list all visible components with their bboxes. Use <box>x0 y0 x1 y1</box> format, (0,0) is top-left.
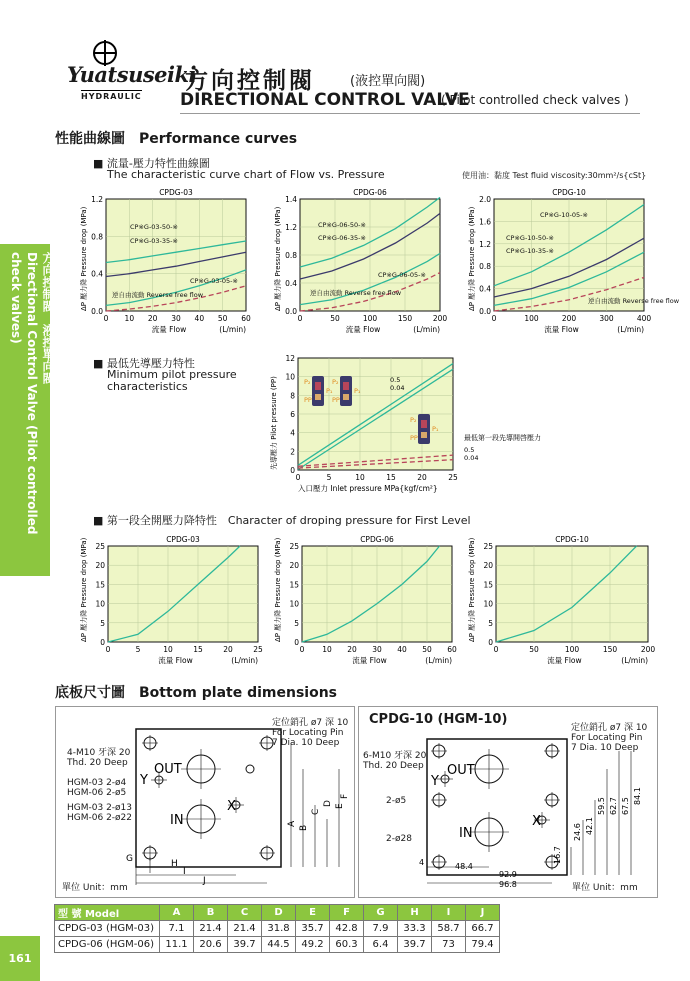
x-axis-unit: (L/min) <box>219 325 246 334</box>
svg-text:IN: IN <box>170 813 184 828</box>
y-tick-label: 20 <box>95 561 105 571</box>
perf-sub2-en2: characteristics <box>107 380 188 393</box>
chart-title: CPDG-03 <box>159 188 193 197</box>
x-axis-label: 流量 Flow <box>158 656 193 665</box>
x-axis-unit: (L/min) <box>617 325 644 334</box>
y-axis-label: ΔP 壓力降 Pressure drop (MPa) <box>274 206 282 311</box>
table-cell: 44.5 <box>262 937 296 953</box>
table-header-6: F <box>330 905 364 921</box>
series-label: CP※G-10-05-※ <box>540 211 588 219</box>
x-axis-unit: (L/min) <box>231 656 258 665</box>
x-axis-unit: (L/min) <box>621 656 648 665</box>
y-tick-label: 0.4 <box>285 279 297 288</box>
table-cell: 66.7 <box>466 921 500 937</box>
svg-text:48.4: 48.4 <box>455 862 473 871</box>
x-tick-label: 10 <box>355 473 365 482</box>
x-tick-label: 50 <box>422 645 432 654</box>
x-axis-label: 流量 Flow <box>547 656 582 665</box>
table-cell: CPDG-03 (HGM-03) <box>55 921 160 937</box>
y-tick-label: 5 <box>294 618 299 628</box>
y-tick-label: 1.4 <box>285 195 297 204</box>
valve-port-icon <box>315 394 321 400</box>
series-label: CP※G-10-35-※ <box>506 247 554 255</box>
svg-text:IN: IN <box>459 826 473 841</box>
y-tick-label: 10 <box>483 599 493 609</box>
x-tick-label: 5 <box>135 645 141 654</box>
svg-text:Y: Y <box>431 774 439 789</box>
y-tick-label: 0.4 <box>91 269 103 279</box>
side-tab-zh: 方向控制閥 液控單向閥 <box>41 252 55 384</box>
y-tick-label: 15 <box>483 580 493 590</box>
valve-symbol-icon <box>312 376 324 406</box>
port-label: P₂ <box>410 416 417 424</box>
page-title-en-sub: ( Pilot controlled check valves ) <box>441 93 629 107</box>
table-cell: CPDG-06 (HGM-06) <box>55 937 160 953</box>
svg-text:X: X <box>532 814 541 829</box>
x-tick-label: 0 <box>493 645 499 654</box>
table-cell: 39.7 <box>228 937 262 953</box>
valve-port-icon <box>343 394 349 400</box>
table-cell: 42.8 <box>330 921 364 937</box>
table-header-8: H <box>398 905 432 921</box>
svg-text:62.7: 62.7 <box>609 797 618 815</box>
left-pin-note: 定位銷孔 ø7 深 10 For Locating Pin 7 Dia. 10 Deep <box>272 718 349 748</box>
y-tick-label: 10 <box>95 599 105 609</box>
x-tick-label: 20 <box>147 314 158 323</box>
table-header-9: I <box>432 905 466 921</box>
perf-sub2-zh: ■ 最低先導壓力特性 <box>93 357 195 370</box>
perf-sub3: ■ 第一段全開壓力降特性 Character of droping pressure for First Level <box>93 514 471 527</box>
x-tick-label: 60 <box>241 314 251 323</box>
x-axis-unit: (L/min) <box>425 656 452 665</box>
table-cell: 35.7 <box>296 921 330 937</box>
port-label: P₂ <box>304 378 311 386</box>
x-axis-label: 流量 Flow <box>544 325 579 334</box>
table-header-5: E <box>296 905 330 921</box>
valve-port-icon <box>421 432 427 438</box>
y-tick-label: 1.2 <box>285 223 297 232</box>
svg-text:I: I <box>183 867 186 877</box>
series-label: 0.5 <box>390 376 401 384</box>
series-label: 逆自由流動 Reverse free flow <box>310 289 402 297</box>
y-axis-label: ΔP 壓力降 Pressure drop (MPa) <box>468 537 476 642</box>
port-label: PP <box>304 396 312 404</box>
svg-text:H: H <box>171 859 178 869</box>
y-tick-label: 15 <box>95 580 105 590</box>
x-tick-label: 5 <box>326 473 332 482</box>
left-unit: 單位 Unit：mm <box>62 883 128 893</box>
series-label: CP※G-10-50-※ <box>506 234 554 242</box>
y-tick-label: 10 <box>289 599 299 609</box>
x-axis-label: 流量 Flow <box>352 656 387 665</box>
chart-title: CPDG-03 <box>166 535 200 544</box>
table-header-10: J <box>466 905 500 921</box>
chart-title: CPDG-06 <box>360 535 394 544</box>
svg-text:D: D <box>323 800 333 807</box>
table-cell: 58.7 <box>432 921 466 937</box>
brand-sub: HYDRAULIC <box>81 92 142 101</box>
left-thread-note: 4-M10 牙深 20 Thd. 20 Deep <box>67 748 131 768</box>
x-tick-label: 200 <box>561 314 577 323</box>
y-tick-label: 15 <box>289 580 299 590</box>
x-axis-label: 入口壓力 Inlet pressure MPa{kgf/cm²} <box>298 484 438 493</box>
chart-title: CPDG-10 <box>552 188 586 197</box>
chart-cpdg06-flow <box>272 185 452 340</box>
left-hole-small: HGM-03 2-ø4 HGM-06 2-ø5 <box>67 778 127 798</box>
chart-cpdg06-drop <box>272 530 462 672</box>
y-tick-label: 0.0 <box>285 307 297 316</box>
x-tick-label: 50 <box>217 314 228 323</box>
svg-text:59.5: 59.5 <box>597 797 606 815</box>
side-tab-en: Directional Control Valve (Pilot controlled check valves) <box>9 252 39 535</box>
header-divider <box>180 113 640 114</box>
svg-text:42.1: 42.1 <box>585 817 594 835</box>
y-tick-label: 25 <box>289 542 299 551</box>
y-axis-label: 先導壓力 Pilot pressure (PP) <box>270 376 278 470</box>
svg-text:4: 4 <box>419 858 425 867</box>
svg-text:G: G <box>126 854 133 864</box>
series-label: CP※G-06-05-※ <box>378 271 426 279</box>
chart-cpdg03-flow <box>78 185 258 340</box>
port-label: P₁ <box>432 425 439 433</box>
svg-text:OUT: OUT <box>447 763 475 778</box>
series-label: 0.5 <box>464 446 475 454</box>
right-thread-note: 6-M10 牙深 20 Thd. 20 Deep <box>363 751 427 771</box>
table-cell: 7.9 <box>364 921 398 937</box>
y-tick-label: 0.0 <box>91 307 103 316</box>
y-tick-label: 2 <box>290 447 295 457</box>
y-tick-label: 1.2 <box>479 239 491 249</box>
dimension-table <box>54 904 500 953</box>
table-cell: 79.4 <box>466 937 500 953</box>
svg-text:OUT: OUT <box>154 762 182 777</box>
y-tick-label: 20 <box>289 561 299 571</box>
y-axis-label: ΔP 壓力降 Pressure drop (MPa) <box>468 206 476 311</box>
x-tick-label: 50 <box>330 314 340 323</box>
x-tick-label: 30 <box>372 645 382 654</box>
page-title-zh-sub: (液控單向閥) <box>350 74 426 89</box>
y-tick-label: 25 <box>483 542 493 551</box>
plot-area <box>108 546 258 642</box>
y-tick-label: 4 <box>290 428 295 438</box>
y-tick-label: 0 <box>488 638 493 647</box>
y-tick-label: 8 <box>290 391 295 401</box>
x-tick-label: 15 <box>193 645 203 654</box>
svg-text:84.1: 84.1 <box>633 787 642 805</box>
x-tick-label: 15 <box>386 473 396 482</box>
chart-cpdg10-drop <box>466 530 662 672</box>
chart-title: CPDG-10 <box>555 535 589 544</box>
series-label: 0.04 <box>464 454 479 462</box>
valve-port-icon <box>421 420 427 428</box>
table-cell: 21.4 <box>228 921 262 937</box>
table-header-1: A <box>160 905 194 921</box>
table-cell: 31.8 <box>262 921 296 937</box>
x-tick-label: 20 <box>223 645 233 654</box>
table-cell: 11.1 <box>160 937 194 953</box>
x-axis-label: 流量 Flow <box>345 325 381 334</box>
chart-cpdg03-drop <box>78 530 268 672</box>
left-hole-large: HGM-03 2-ø13 HGM-06 2-ø22 <box>67 803 132 823</box>
table-header-row <box>55 905 500 921</box>
table-cell: 21.4 <box>194 921 228 937</box>
valve-symbol-icon <box>340 376 352 406</box>
perf-sub1-en: The characteristic curve chart of Flow vs. Pressure <box>107 168 385 181</box>
svg-text:B: B <box>299 824 309 831</box>
table-header-7: G <box>364 905 398 921</box>
x-tick-label: 40 <box>397 645 407 654</box>
x-tick-label: 30 <box>171 314 181 323</box>
x-tick-label: 0 <box>105 645 111 654</box>
y-tick-label: 0.8 <box>285 251 297 260</box>
right-pin-note: 定位銷孔 ø7 深 10 For Locating Pin 7 Dia. 10 Deep <box>571 723 648 753</box>
port-label: PP <box>332 396 340 404</box>
y-tick-label: 1.6 <box>479 217 491 227</box>
port-label: PP <box>410 434 418 442</box>
y-axis-label: ΔP 壓力降 Pressure drop (MPa) <box>80 206 88 311</box>
table-header-4: D <box>262 905 296 921</box>
port-label: P₂ <box>332 378 339 386</box>
y-tick-label: 12 <box>285 354 295 363</box>
x-tick-label: 25 <box>448 473 458 482</box>
svg-text:C: C <box>311 808 321 815</box>
chart-annotation: 最低第一段先導開啓壓力 <box>464 434 541 442</box>
x-axis-label: 流量 Flow <box>151 325 187 334</box>
y-tick-label: 0.0 <box>479 307 491 316</box>
perf-heading: 性能曲線圖 Performance curves <box>55 131 298 147</box>
table-cell: 33.3 <box>398 921 432 937</box>
svg-text:F: F <box>340 793 350 799</box>
x-tick-label: 100 <box>564 645 580 654</box>
y-tick-label: 5 <box>488 618 493 628</box>
svg-text:67.5: 67.5 <box>621 797 630 815</box>
x-tick-label: 150 <box>602 645 618 654</box>
svg-text:92.9: 92.9 <box>499 870 517 879</box>
x-tick-label: 0 <box>295 473 301 482</box>
y-tick-label: 0.8 <box>479 262 491 272</box>
series-label: CP※G-06-35-※ <box>318 234 366 242</box>
page-number: 161 <box>0 936 40 981</box>
series-label: CP※G-03-05-※ <box>190 277 238 285</box>
x-tick-label: 25 <box>253 645 263 654</box>
table-cell: 39.7 <box>398 937 432 953</box>
table-cell: 7.1 <box>160 921 194 937</box>
svg-text:X: X <box>227 799 236 814</box>
x-tick-label: 0 <box>299 645 305 654</box>
x-axis-unit: (L/min) <box>413 325 440 334</box>
y-tick-label: 0 <box>290 466 295 475</box>
table-cell: 49.2 <box>296 937 330 953</box>
y-tick-label: 0 <box>100 638 105 647</box>
series-label: CP※G-03-35-※ <box>130 237 178 245</box>
series-label: 逆自由流動 Reverse free flow <box>112 291 204 299</box>
x-tick-label: 20 <box>417 473 427 482</box>
y-tick-label: 25 <box>95 542 105 551</box>
y-tick-label: 2.0 <box>479 195 491 204</box>
y-axis-label: ΔP 壓力降 Pressure drop (MPa) <box>80 537 88 642</box>
brand-name: Yuatsuseiki <box>67 62 197 87</box>
table-cell: 6.4 <box>364 937 398 953</box>
series-label: 0.04 <box>390 384 405 392</box>
y-tick-label: 10 <box>285 372 295 382</box>
x-tick-label: 10 <box>124 314 135 323</box>
port-label: P₁ <box>354 387 361 395</box>
y-tick-label: 20 <box>483 561 493 571</box>
x-tick-label: 200 <box>432 314 448 323</box>
x-tick-label: 10 <box>322 645 332 654</box>
right-hole-small: 2-ø5 <box>386 796 407 806</box>
table-cell: 60.3 <box>330 937 364 953</box>
y-tick-label: 0 <box>294 638 299 647</box>
x-tick-label: 400 <box>636 314 652 323</box>
svg-text:96.8: 96.8 <box>499 880 517 889</box>
port-label: P₁ <box>326 387 333 395</box>
x-tick-label: 300 <box>599 314 614 323</box>
perf-sub1-zh: ■ 流量-壓力特性曲線圖 <box>93 157 210 170</box>
x-tick-label: 0 <box>491 314 497 323</box>
side-tab <box>0 244 55 576</box>
y-tick-label: 0.8 <box>91 232 103 242</box>
chart-cpdg10-flow <box>466 185 680 340</box>
x-tick-label: 60 <box>447 645 457 654</box>
x-tick-label: 100 <box>524 314 539 323</box>
right-hole-large: 2-ø28 <box>386 834 412 844</box>
x-tick-label: 20 <box>347 645 357 654</box>
x-tick-label: 0 <box>297 314 303 323</box>
table-cell: 20.6 <box>194 937 228 953</box>
y-tick-label: 6 <box>290 410 295 419</box>
page-title-en: DIRECTIONAL CONTROL VALVE <box>180 90 470 110</box>
x-tick-label: 10 <box>163 645 173 654</box>
svg-text:Y: Y <box>140 773 148 788</box>
y-axis-label: ΔP 壓力降 Pressure drop (MPa) <box>274 537 282 642</box>
svg-text:16.7: 16.7 <box>553 846 562 864</box>
side-tab-text <box>8 252 56 576</box>
valve-port-icon <box>315 382 321 390</box>
series-label: CP※G-06-50-※ <box>318 221 366 229</box>
perf-sub2-en: Minimum pilot pressure <box>107 368 237 381</box>
x-tick-label: 100 <box>362 314 378 323</box>
valve-port-icon <box>343 382 349 390</box>
x-tick-label: 40 <box>194 314 205 323</box>
series-label: 逆自由流動 Reverse free flow <box>588 297 680 305</box>
table-row <box>55 921 500 937</box>
chart-title: CPDG-06 <box>353 188 387 197</box>
y-tick-label: 0.4 <box>479 284 491 294</box>
svg-text:J: J <box>203 876 206 886</box>
x-tick-label: 0 <box>103 314 109 323</box>
page-title-zh: 方向控制閥 <box>185 68 315 94</box>
table-row <box>55 937 500 953</box>
table-header-2: B <box>194 905 228 921</box>
valve-symbol-icon <box>418 414 430 444</box>
x-tick-label: 200 <box>640 645 656 654</box>
y-tick-label: 1.2 <box>91 195 103 204</box>
right-plate-title: CPDG-10 (HGM-10) <box>369 712 508 727</box>
table-header-3: C <box>228 905 262 921</box>
chart-pilot-pressure <box>268 352 608 500</box>
table-body <box>55 921 500 953</box>
right-unit: 單位 Unit：mm <box>572 883 638 893</box>
x-tick-label: 50 <box>529 645 539 654</box>
y-tick-label: 5 <box>100 618 105 628</box>
bottom-heading: 底板尺寸圖 Bottom plate dimensions <box>55 685 338 701</box>
table-cell: 73 <box>432 937 466 953</box>
x-tick-label: 150 <box>397 314 413 323</box>
viscosity-note: 使用油：黏度 Test fluid viscosity:30mm²/s{cSt} <box>462 171 647 180</box>
table-header-0: 型 號 Model <box>55 905 160 921</box>
svg-text:E: E <box>335 803 345 809</box>
svg-text:24.6: 24.6 <box>573 823 582 841</box>
svg-text:A: A <box>287 820 297 827</box>
series-label: CP※G-03-50-※ <box>130 223 178 231</box>
